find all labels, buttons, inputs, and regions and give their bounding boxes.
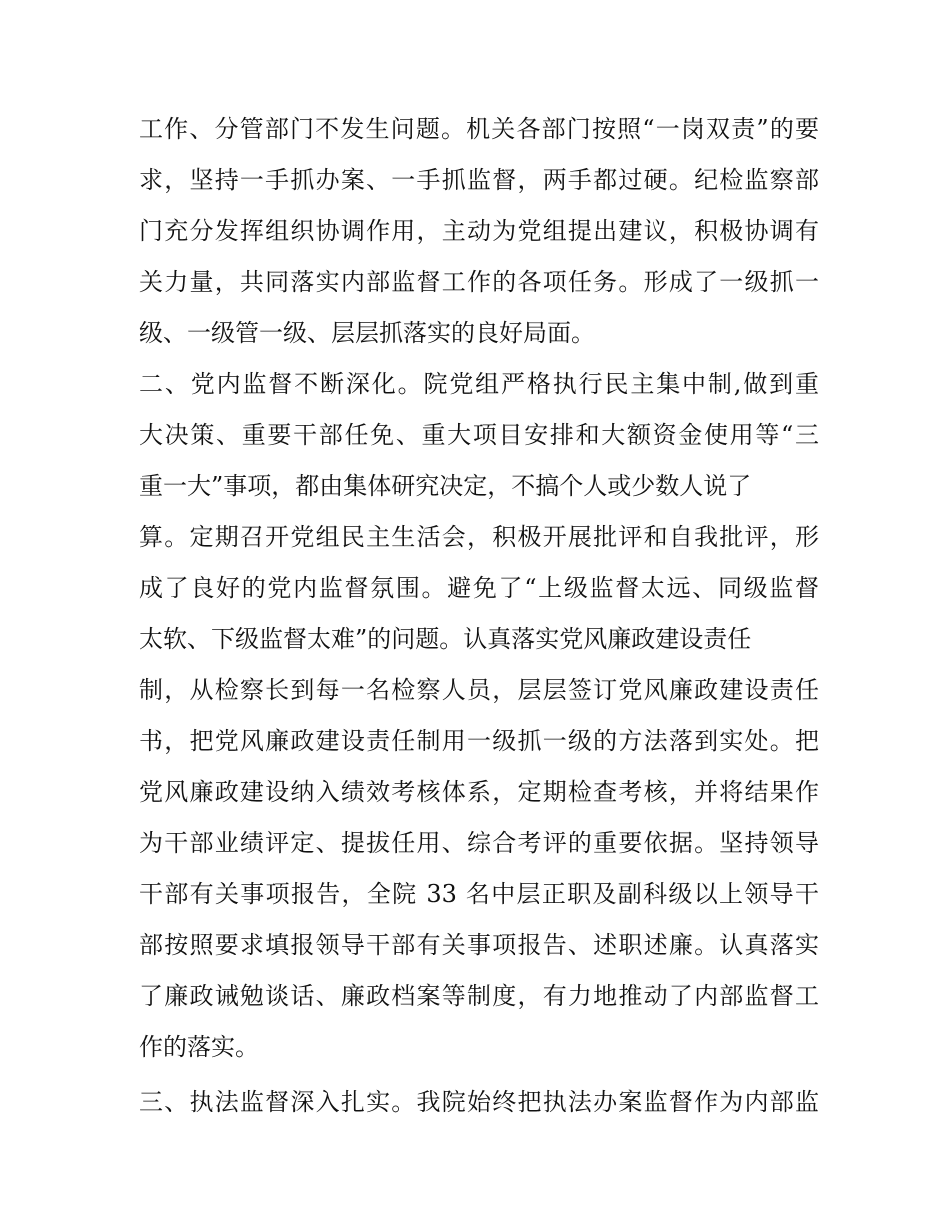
text-line: 门充分发挥组织协调作用，主动为党组提出建议，积极协调有 [139,217,819,245]
text-line: 作的落实。 [139,1033,259,1061]
text-line: 二、党内监督不断深化。院党组严格执行民主集中制,做到重 [139,370,819,398]
text-line: 部按照要求填报领导干部有关事项报告、述职述廉。认真落实 [139,931,819,959]
text-line: 制，从检察长到每一名检察人员，层层签订党风廉政建设责任 [139,676,819,704]
text-line: 书，把党风廉政建设责任制用一级抓一级的方法落到实处。把 [139,727,819,755]
text-line: 级、一级管一级、层层抓落实的良好局面。 [139,319,595,347]
text-line: 了廉政诫勉谈话、廉政档案等制度，有力地推动了内部监督工 [139,982,819,1010]
text-line: 大决策、重要干部任免、重大项目安排和大额资金使用等“三 [139,421,819,449]
document-body [139,104,819,1128]
text-line: 求，坚持一手抓办案、一手抓监督，两手都过硬。纪检监察部 [139,166,819,194]
paragraph-3 [139,1077,819,1128]
paragraph-1 [139,104,819,359]
text-line: 为干部业绩评定、提拔任用、综合考评的重要依据。坚持领导 [139,829,819,857]
text-line: 太软、下级监督太难”的问题。认真落实党风廉政建设责任 [139,625,752,653]
text-line: 工作、分管部门不发生问题。机关各部门按照“一岗双责”的要 [139,115,819,143]
text-line: 算。定期召开党组民主生活会，积极开展批评和自我批评，形 [139,523,819,551]
text-line: 成了良好的党内监督氛围。避免了“上级监督太远、同级监督 [139,574,819,602]
text-line: 重一大”事项，都由集体研究决定，不搞个人或少数人说了 [139,472,752,500]
text-line: 党风廉政建设纳入绩效考核体系，定期检查考核，并将结果作 [139,778,819,806]
text-line: 关力量，共同落实内部监督工作的各项任务。形成了一级抓一 [139,268,819,296]
text-line: 干部有关事项报告，全院 33 名中层正职及副科级以上领导干 [139,880,819,908]
paragraph-2 [139,359,819,1073]
text-line: 三、执法监督深入扎实。我院始终把执法办案监督作为内部监 [139,1088,819,1116]
